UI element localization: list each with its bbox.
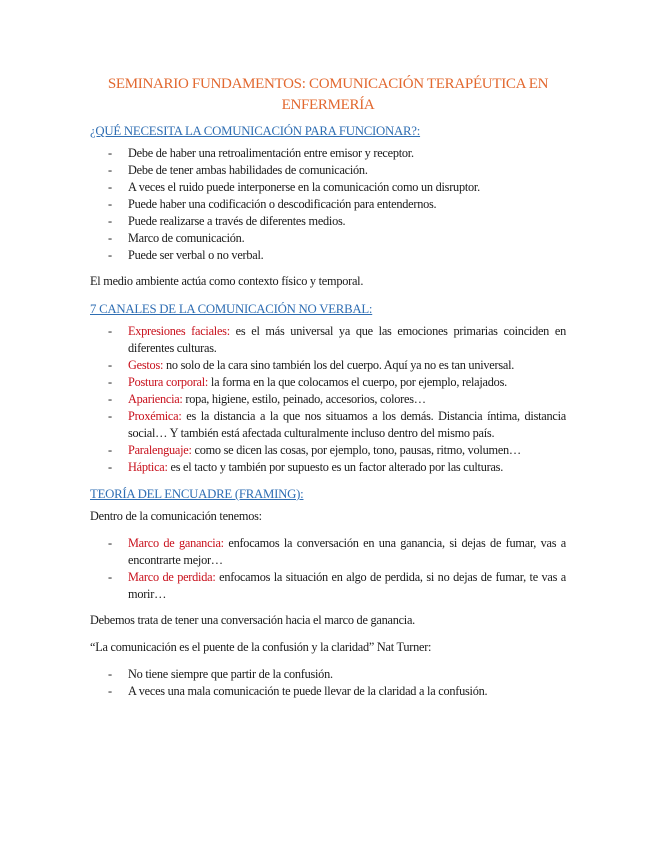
channel-description: es el más universal ya que las emociones primarias coinciden en diferentes culturas. — [128, 324, 566, 355]
channel-term: Postura corporal: — [128, 375, 209, 389]
channel-term: Gestos: — [128, 358, 164, 372]
dash-bullet: - — [108, 667, 112, 681]
list-item — [90, 374, 566, 391]
list-item: - Puede haber una codificación o descodificación para entendernos. — [108, 197, 437, 211]
quote-list — [90, 666, 566, 700]
list-item: - A veces una mala comunicación te puede llevar de la claridad a la confusión. — [108, 684, 488, 698]
list-item: - No tiene siempre que partir de la confusión. — [108, 667, 333, 681]
dash-bullet: - — [108, 375, 112, 389]
channel-term: Proxémica: — [128, 409, 182, 423]
frame-description: enfocamos la situación en algo de perdida, si no dejas de fumar, te vas a morir… — [128, 570, 566, 601]
list-item — [90, 535, 566, 569]
dash-bullet: - — [108, 460, 112, 474]
list-item: - Puede realizarse a través de diferentes medios. — [108, 214, 346, 228]
dash-bullet: - — [108, 163, 112, 177]
list-item — [90, 442, 566, 459]
dash-bullet: - — [108, 180, 112, 194]
channel-description: es la distancia a la que nos situamos a los demás. Distancia íntima, distancia social… Y también está afectada culturalmente incluso dentro del mismo país. — [128, 409, 566, 440]
list-item: - Debe de tener ambas habilidades de comunicación. — [108, 163, 368, 177]
frame-description: enfocamos la conversación en una ganancia, si dejas de fumar, vas a encontrarte mejor… — [128, 536, 566, 567]
dash-bullet: - — [108, 570, 112, 584]
dash-bullet: - — [108, 197, 112, 211]
document-page — [90, 74, 566, 709]
list-item: - A veces el ruido puede interponerse en la comunicación como un disruptor. — [108, 180, 480, 194]
dash-bullet: - — [108, 248, 112, 262]
channel-term: Háptica: — [128, 460, 168, 474]
framing-intro: Dentro de la comunicación tenemos: — [90, 509, 262, 523]
channel-description: es el tacto y también por supuesto es un factor alterado por las culturas. — [167, 460, 504, 474]
channel-description: no solo de la cara sino también los del cuerpo. Aquí ya no es tan universal. — [163, 358, 515, 372]
dash-bullet: - — [108, 536, 112, 550]
dash-bullet: - — [108, 214, 112, 228]
list-item — [90, 459, 566, 476]
document-title: SEMINARIO FUNDAMENTOS: COMUNICACIÓN TERAPÉUTICA EN ENFERMERÍA — [107, 76, 549, 113]
list-item — [90, 391, 566, 408]
section-heading-requirements: ¿QUÉ NECESITA LA COMUNICACIÓN PARA FUNCIONAR?: — [90, 124, 421, 138]
section-heading-nonverbal-channels: 7 CANALES DE LA COMUNICACIÓN NO VERBAL: — [90, 302, 373, 316]
channel-description: la forma en la que colocamos el cuerpo, por ejemplo, relajados. — [208, 375, 507, 389]
quote-paragraph: “La comunicación es el puente de la confusión y la claridad” Nat Turner: — [90, 640, 432, 654]
channel-term: Expresiones faciales: — [128, 324, 230, 338]
channel-term: Apariencia: — [128, 392, 183, 406]
gain-frame-paragraph: Debemos trata de tener una conversación hacia el marco de ganancia. — [90, 613, 415, 627]
section-heading-framing: TEORÍA DEL ENCUADRE (FRAMING): — [90, 487, 304, 501]
channel-description: como se dicen las cosas, por ejemplo, tono, pausas, ritmo, volumen… — [191, 443, 521, 457]
list-item — [90, 569, 566, 603]
list-item — [90, 357, 566, 374]
list-item: - Marco de comunicación. — [108, 231, 245, 245]
frame-term: Marco de ganancia: — [128, 536, 224, 550]
environment-paragraph: El medio ambiente actúa como contexto físico y temporal. — [90, 274, 364, 288]
nonverbal-channels-list — [90, 323, 566, 476]
dash-bullet: - — [108, 392, 112, 406]
dash-bullet: - — [108, 443, 112, 457]
frame-term: Marco de perdida: — [128, 570, 216, 584]
list-item — [90, 323, 566, 357]
list-item: - Debe de haber una retroalimentación entre emisor y receptor. — [108, 146, 414, 160]
dash-bullet: - — [108, 684, 112, 698]
requirements-list — [90, 145, 566, 264]
list-item — [90, 408, 566, 442]
dash-bullet: - — [108, 324, 112, 338]
channel-term: Paralenguaje: — [128, 443, 192, 457]
dash-bullet: - — [108, 231, 112, 245]
dash-bullet: - — [108, 409, 112, 423]
channel-description: ropa, higiene, estilo, peinado, accesorios, colores… — [182, 392, 426, 406]
dash-bullet: - — [108, 358, 112, 372]
framing-list — [90, 535, 566, 603]
dash-bullet: - — [108, 146, 112, 160]
list-item: - Puede ser verbal o no verbal. — [108, 248, 264, 262]
